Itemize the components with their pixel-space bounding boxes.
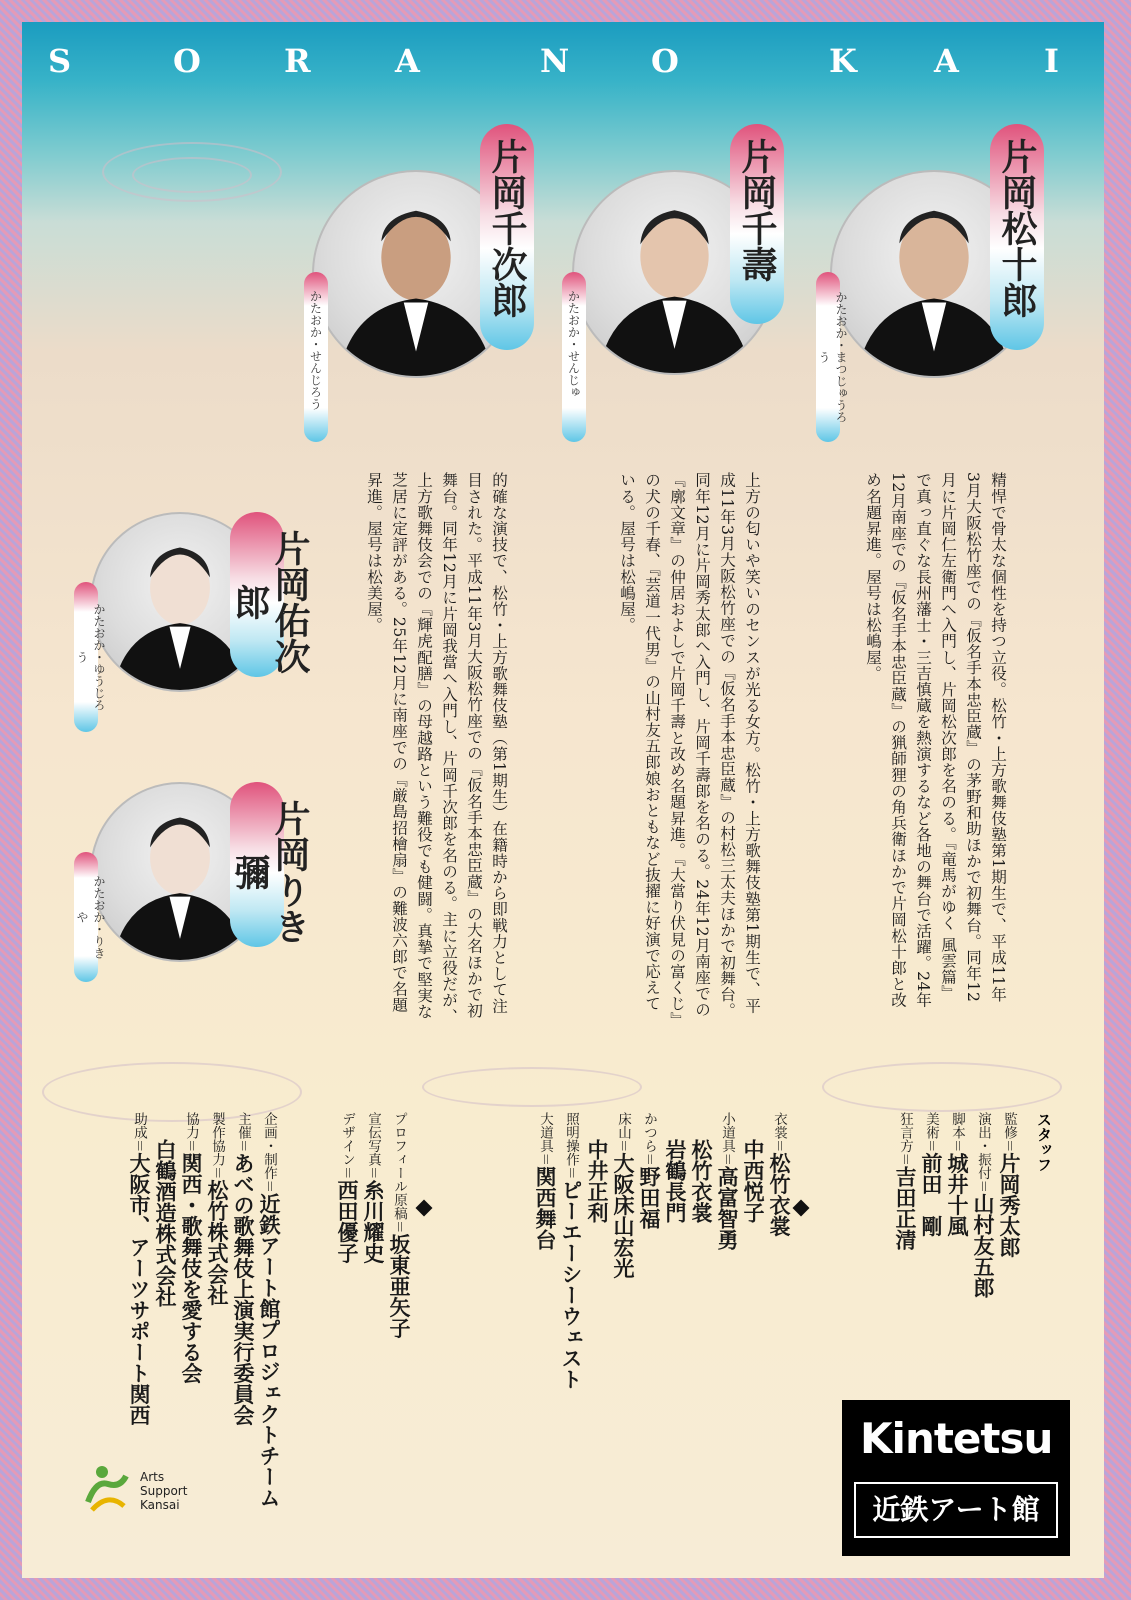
staff-role: 大道具 <box>537 1112 553 1153</box>
staff-person: 関西・歌舞伎を愛する会 <box>179 1152 204 1384</box>
staff-role: 床山 <box>615 1112 631 1139</box>
cloud-wave-decoration <box>132 157 252 193</box>
staff-group-publicity: プロフィール原稿＝坂東亜矢子 宣伝写真＝糸川耀史 デザイン＝西田優子 <box>335 1112 412 1339</box>
arts-support-kansai-logo <box>82 1462 202 1522</box>
cloud-wave-decoration <box>822 1062 1062 1112</box>
staff-role: 助成 <box>131 1112 147 1139</box>
staff-role: デザイン <box>339 1112 355 1166</box>
staff-role: 監修 <box>1001 1112 1017 1139</box>
name-plate-rikiya: 片岡りき彌 <box>230 782 284 947</box>
header-letter: I <box>1044 42 1059 80</box>
header-title <box>22 42 1104 102</box>
staff-person: 坂東亜矢子 <box>387 1233 412 1339</box>
kana-plate-senjiro: かたおか・せんじろう <box>304 272 328 442</box>
staff-person: ピーエーシーウェスト <box>559 1179 584 1390</box>
staff-person: あべの歌舞伎上演実行委員会 <box>231 1152 256 1426</box>
staff-person: 松竹衣裳 <box>689 1139 714 1223</box>
name-plate-senjiro: 片岡千次郎 <box>480 124 534 350</box>
staff-person: 関西舞台 <box>533 1166 558 1250</box>
arts-support-mark-icon <box>82 1462 134 1514</box>
kintetsu-logo <box>842 1400 1070 1556</box>
diamond-separator-icon <box>416 1200 433 1217</box>
bio-matsujuro: 精悍で骨太な個性を持つ立役。松竹・上方歌舞伎塾第1期生で、平成11年3月大阪松竹座での『仮名手本忠臣蔵』の茅野和助ほかで初舞台。同年12月に片岡仁左衛門へ入門し、片岡松次郎を名のる。『竜馬がゆく 風雲篇』で真っ直ぐな長州藩士・三吉慎蔵を熱演するなど各地の舞台で活躍。24年12月南座での『仮名手本忠臣蔵』の猟師狸の角兵衛ほかで片岡松十郎と改め名題昇進。屋号は松嶋屋。 <box>864 472 1007 1009</box>
bio-senju: 上方の匂いや笑いのセンスが光る女方。松竹・上方歌舞伎塾第1期生で、平成11年3月大阪松竹座での『仮名手本忠臣蔵』の村松三太夫ほかで初舞台。同年12月に片岡秀太郎へ入門し、片岡千壽郎を名のる。24年12月南座での『廓文章』の仲居およしで片岡千壽と改め名題昇進。『大當り伏見の富くじ』の犬の千春、『芸道一代男』の山村友五郎娘おともなど抜擢に好演で応えている。屋号は松嶋屋。 <box>618 472 761 1020</box>
staff-role: プロフィール原稿 <box>391 1112 407 1220</box>
name-plate-senju: 片岡千壽 <box>730 124 784 324</box>
staff-role: 小道具 <box>719 1112 735 1153</box>
staff-role: 製作協力 <box>209 1112 225 1166</box>
staff-person: 中西悦子 <box>741 1139 766 1223</box>
name-plate-matsujuro: 片岡松十郎 <box>990 124 1044 350</box>
staff-group-production: 衣裳＝松竹衣裳 中西悦子 小道具＝高富智勇 松竹衣裳 岩鶴長門 かつら＝野田福 床山＝大阪床山宏光 中井正利 照明操作＝ピーエーシーウェスト 大道具＝関西舞台 <box>533 1112 792 1390</box>
staff-role: 協力 <box>183 1112 199 1139</box>
staff-person: 中井正利 <box>585 1139 610 1223</box>
kana-plate-rikiya: かたおか・りきや <box>74 852 98 982</box>
staff-person: 高富智勇 <box>715 1166 740 1250</box>
header-letter: O <box>173 42 201 80</box>
header-letter: R <box>284 42 311 80</box>
bio-senjiro: 的確な演技で、松竹・上方歌舞伎塾（第1期生）在籍時から即戦力として注目された。平成11年3月大阪松竹座での『仮名手本忠臣蔵』の大名ほかで初舞台。同年12月に片岡我當へ入門し、片岡千次郎を名のる。主に立役だが、上方歌舞伎会での『輝虎配膳』の母越路という難役でも健闘。真摯で堅実な芝居に定評がある。25年12月に南座での『厳島招檜扇』の難波六郎で名題昇進。屋号は松美屋。 <box>365 472 508 1025</box>
kintetsu-brand: Kintetsu <box>860 1414 1053 1463</box>
name-plate-yujiro: 片岡佑次郎 <box>230 512 284 677</box>
kana-plate-senju: かたおか・せんじゅ <box>562 272 586 442</box>
arts-support-line: Support <box>140 1484 188 1498</box>
flyer-sheet <box>22 22 1104 1578</box>
staff-role: 演出・振付 <box>975 1112 991 1180</box>
staff-person: 片岡秀太郎 <box>997 1152 1022 1258</box>
staff-role: 美術 <box>923 1112 939 1139</box>
kana-plate-matsujuro: かたおか・まつじゅうろう <box>816 272 840 442</box>
staff-person: 西田優子 <box>335 1179 360 1264</box>
staff-role: 主催 <box>235 1112 251 1139</box>
staff-person: 松竹衣裳 <box>767 1152 792 1237</box>
header-letter: K <box>829 42 857 80</box>
header-letter: S <box>48 42 72 80</box>
staff-person: 糸川耀史 <box>361 1179 386 1264</box>
staff-person: 山村友五郎 <box>971 1193 996 1298</box>
staff-person: 前田 剛 <box>919 1152 944 1237</box>
venue-name: 近鉄アート館 <box>854 1482 1058 1538</box>
cloud-wave-decoration <box>422 1067 642 1107</box>
staff-person: 吉田正清 <box>893 1166 918 1250</box>
staff-person: 城井十風 <box>945 1152 970 1237</box>
header-letter: N <box>540 42 570 80</box>
staff-role: 脚本 <box>949 1112 965 1139</box>
staff-person: 大阪市、アーツサポート関西 <box>127 1152 152 1426</box>
staff-person: 近鉄アート館プロジェクトチーム <box>257 1193 282 1508</box>
staff-role: 企画・制作 <box>261 1112 277 1180</box>
staff-person: 大阪床山宏光 <box>611 1152 636 1279</box>
arts-support-line: Arts <box>140 1470 165 1484</box>
staff-heading: スタッフ <box>1035 1112 1053 1172</box>
header-letter: A <box>395 42 420 80</box>
header-letter: O <box>651 42 679 80</box>
staff-role: 宣伝写真 <box>365 1112 381 1166</box>
diamond-separator-icon <box>793 1200 810 1217</box>
staff-person: 野田福 <box>637 1166 662 1229</box>
staff-group-organization: 企画・制作＝近鉄アート館プロジェクトチーム 主催＝あべの歌舞伎上演実行委員会 製作協力＝松竹株式会社 協力＝関西・歌舞伎を愛する会 白鶴酒造株式会社 助成＝大阪市、アーツサポート関西 <box>127 1112 282 1508</box>
kana-plate-yujiro: かたおか・ゆうじろう <box>74 582 98 732</box>
staff-group-direction: 監修＝片岡秀太郎 演出・振付＝山村友五郎 脚本＝城井十風 美術＝前田 剛 狂言方＝吉田正清 <box>893 1112 1022 1298</box>
staff-role: かつら <box>641 1112 657 1153</box>
arts-support-line: Kansai <box>140 1498 180 1512</box>
header-letter: A <box>934 42 959 80</box>
staff-person: 白鶴酒造株式会社 <box>153 1139 178 1307</box>
staff-role: 狂言方 <box>897 1112 913 1153</box>
staff-role: 衣裳 <box>771 1112 787 1139</box>
staff-person: 岩鶴長門 <box>663 1139 688 1223</box>
staff-person: 松竹株式会社 <box>205 1179 230 1306</box>
staff-role: 照明操作 <box>563 1112 579 1166</box>
